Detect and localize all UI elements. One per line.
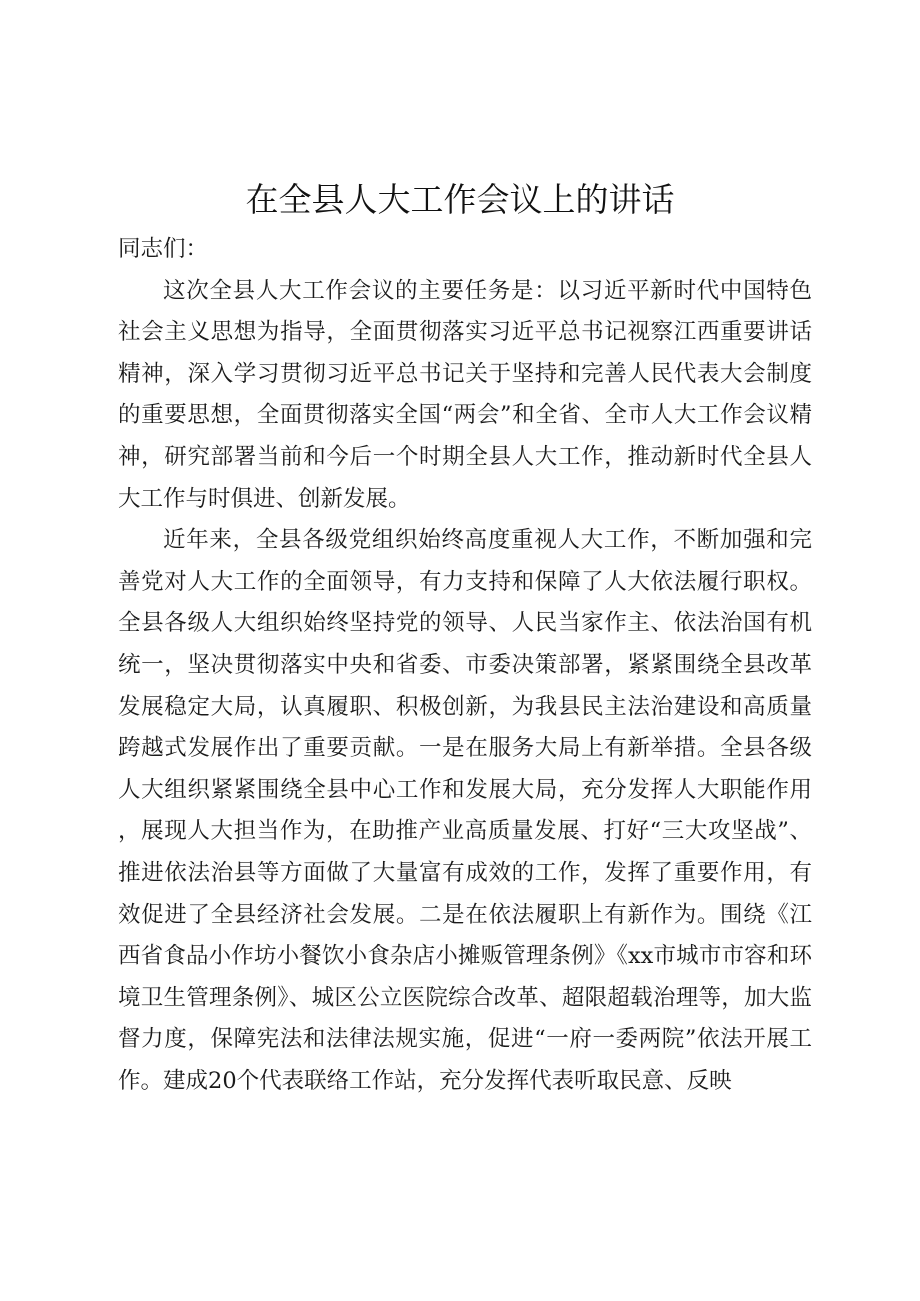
paragraph-2: 近年来，全县各级党组织始终高度重视人大工作，不断加强和完善党对人大工作的全面领导，有力支持和保障了人大依法履行职权。全县各级人大组织始终坚持党的领导、人民当家作主、依法治国有机统一，坚决贯彻落实中央和省委、市委决策部署，紧紧围绕全县改革发展稳定大局，认真履职、积极创新，为我县民主法治建设和高质量跨越式发展作出了重要贡献。一是在服务大局上有新举措。全县各级人大组织紧紧围绕全县中心工作和发展大局，充分发挥人大职能作用，展现人大担当作为，在助推产业高质量发展、打好“三大攻坚战”、推进依法治县等方面做了大量富有成效的工作，发挥了重要作用，有效促进了全县经济社会发展。二是在依法履职上有新作为。围绕《江西省食品小作坊小餐饮小食杂店小摊贩管理条例》《xx市城市市容和环境卫生管理条例》、城区公立医院综合改革、超限超载治理等，加大监督力度，保障宪法和法律法规实施，促进“一府一委两院”依法开展工作。建成20个代表联络工作站，充分发挥代表听取民意、反映 [118,527,812,1094]
document-body [118,229,812,1102]
salutation: 同志们： [118,236,209,262]
paragraph-1: 这次全县人大工作会议的主要任务是：以习近平新时代中国特色社会主义思想为指导，全面贯彻落实习近平总书记视察江西重要讲话精神，深入学习贯彻习近平总书记关于坚持和完善人民代表大会制度的重要思想，全面贯彻落实全国“两会”和全省、全市人大工作会议精神，研究部署当前和今后一个时期全县人大工作，推动新时代全县人大工作与时俱进、创新发展。 [118,277,812,512]
document-title: 在全县人大工作会议上的讲话 [245,180,675,219]
